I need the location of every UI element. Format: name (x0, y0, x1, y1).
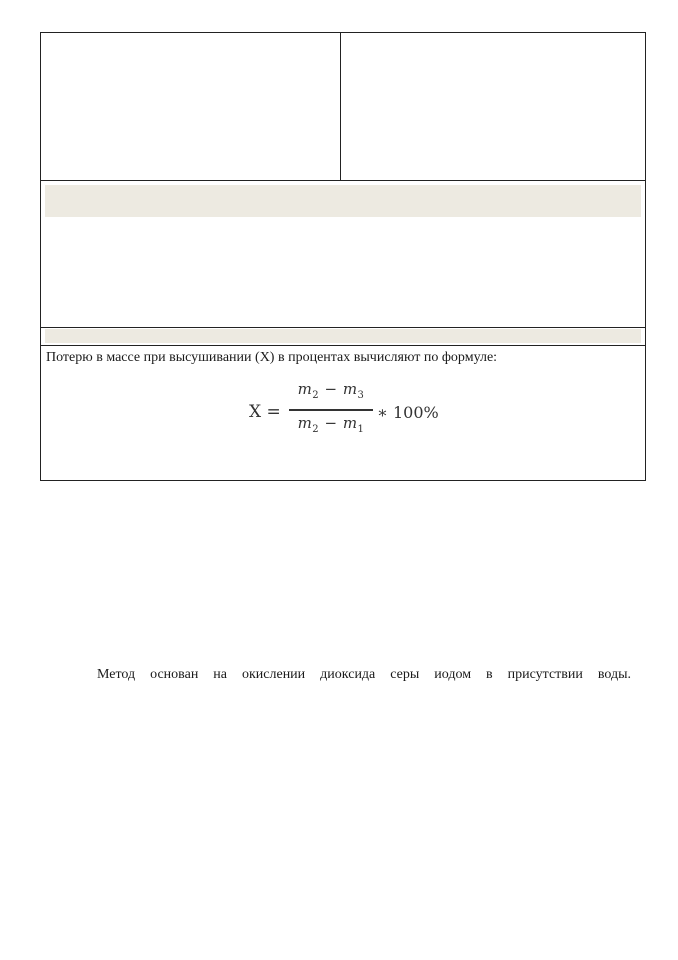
table-row-top (41, 33, 645, 181)
fraction-bar (289, 409, 373, 411)
table-cell-top-left (41, 33, 340, 180)
formula-denominator: $m_2 - m_1$ (297, 414, 365, 435)
formula-rhs: ∗ 100% (377, 403, 439, 422)
formula-fraction (289, 380, 373, 444)
table-row-formula (41, 346, 645, 480)
loss-on-drying-formula (249, 380, 449, 450)
table-row-thin (41, 328, 645, 346)
method-paragraph: Метод основан на окислении диоксида серы иодом в присутствии воды. (97, 667, 631, 682)
table-row-middle (41, 181, 645, 328)
formula-intro-text: Потерю в массе при высушивании (X) в процентах вычисляют по формуле: (46, 350, 498, 365)
formula-numerator: $m_2 - m_3$ (297, 380, 365, 401)
formula-lhs: X = (249, 402, 281, 422)
table-cell-top-right (341, 33, 646, 180)
shaded-header-band (45, 185, 641, 217)
shaded-thin-band (45, 329, 641, 343)
content-table (40, 32, 646, 481)
